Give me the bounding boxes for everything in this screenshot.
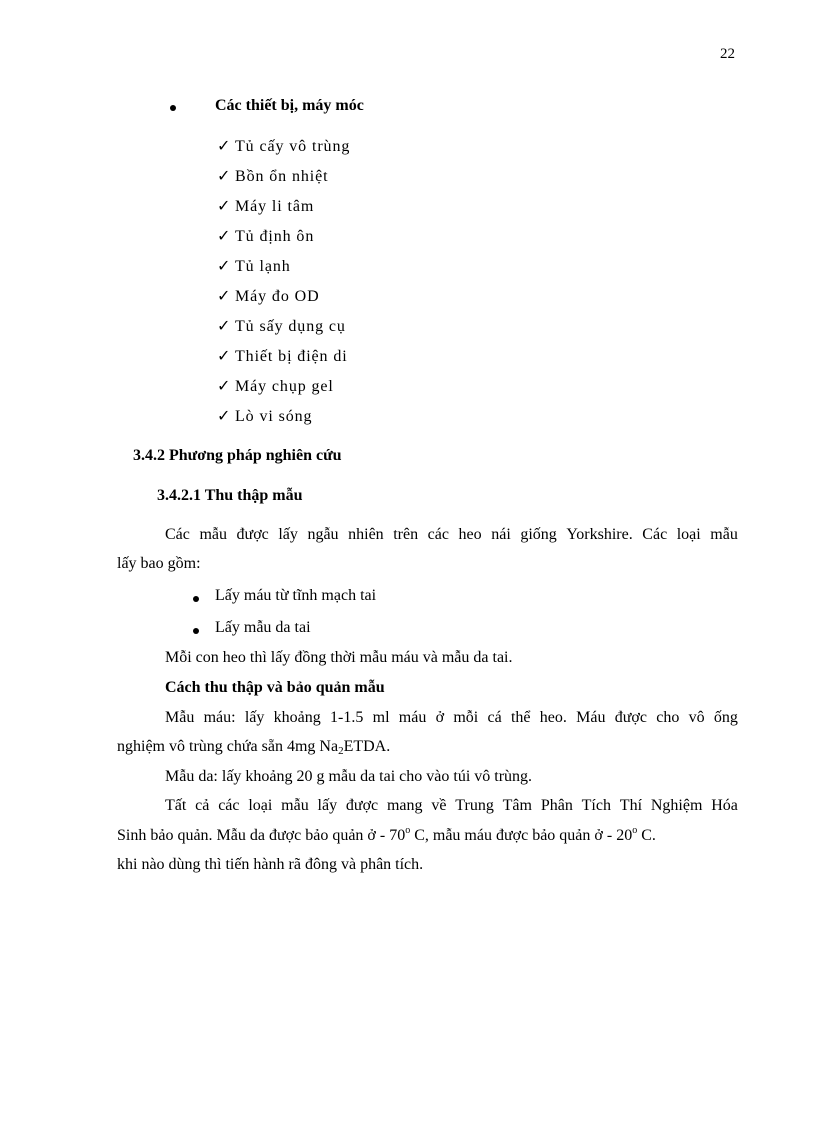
list-item: ✓ Tủ cấy vô trùng xyxy=(217,138,351,155)
list-item: Lấy máu từ tĩnh mạch tai xyxy=(215,587,377,604)
intro-paragraph-line1: Các mẫu được lấy ngẫu nhiên trên các heo nái giống Yorkshire. Các loại mẫu xyxy=(165,526,738,543)
storage-line2: Sinh bảo quản. Mẫu da được bảo quản ở - 70$^o$ C, mẫu máu được bảo quản ở - 20$^o$ C. xyxy=(117,825,656,844)
list-item: ✓ Tủ định ôn xyxy=(217,228,315,245)
intro-paragraph-line2: lấy bao gồm: xyxy=(117,555,201,572)
bullet-dot-icon xyxy=(170,105,176,111)
skin-sample-text: Mẫu da: lấy khoảng 20 g mẫu da tai cho vào túi vô trùng. xyxy=(165,768,533,785)
check-icon: ✓ xyxy=(217,168,232,185)
check-icon: ✓ xyxy=(217,318,232,335)
bullet-dot-icon xyxy=(193,596,199,602)
bullet-dot-icon xyxy=(193,628,199,634)
list-item: ✓ Máy li tâm xyxy=(217,198,315,215)
list-item: ✓ Tủ sấy dụng cụ xyxy=(217,318,346,335)
collection-subheading: Cách thu thập và bảo quản mẫu xyxy=(165,679,385,696)
page-number: 22 xyxy=(720,46,735,62)
check-icon: ✓ xyxy=(217,408,232,425)
blood-sample-line1: Mẫu máu: lấy khoảng 1-1.5 ml máu ở mỗi cá thể heo. Máu được cho vô ống xyxy=(165,709,738,726)
blood-sample-line2: nghiệm vô trùng chứa sẵn 4mg $Na_2ETDA$. xyxy=(117,738,391,757)
check-icon: ✓ xyxy=(217,228,232,245)
list-item: ✓ Thiết bị điện di xyxy=(217,348,348,365)
list-item: ✓ Máy chụp gel xyxy=(217,378,334,395)
list-item: ✓ Bồn ổn nhiệt xyxy=(217,168,329,185)
check-icon: ✓ xyxy=(217,288,232,305)
storage-line1: Tất cả các loại mẫu lấy được mang về Trung Tâm Phân Tích Thí Nghiệm Hóa xyxy=(165,797,738,814)
list-item: Lấy mẫu da tai xyxy=(215,619,311,636)
check-icon: ✓ xyxy=(217,348,232,365)
storage-line3: khi nào dùng thì tiến hành rã đông và phân tích. xyxy=(117,856,424,873)
list-item: ✓ Tủ lạnh xyxy=(217,258,291,275)
check-icon: ✓ xyxy=(217,258,232,275)
list-item: ✓ Lò vi sóng xyxy=(217,408,313,425)
equipment-heading: Các thiết bị, máy móc xyxy=(215,97,364,114)
list-item: ✓ Máy đo OD xyxy=(217,288,320,305)
section-heading-3-4-2-1: 3.4.2.1 Thu thập mẫu xyxy=(157,487,303,504)
section-heading-3-4-2: 3.4.2 Phương pháp nghiên cứu xyxy=(133,447,342,464)
simultaneous-text: Mỗi con heo thì lấy đồng thời mẫu máu và mẫu da tai. xyxy=(165,649,513,666)
check-icon: ✓ xyxy=(217,378,232,395)
check-icon: ✓ xyxy=(217,138,232,155)
check-icon: ✓ xyxy=(217,198,232,215)
